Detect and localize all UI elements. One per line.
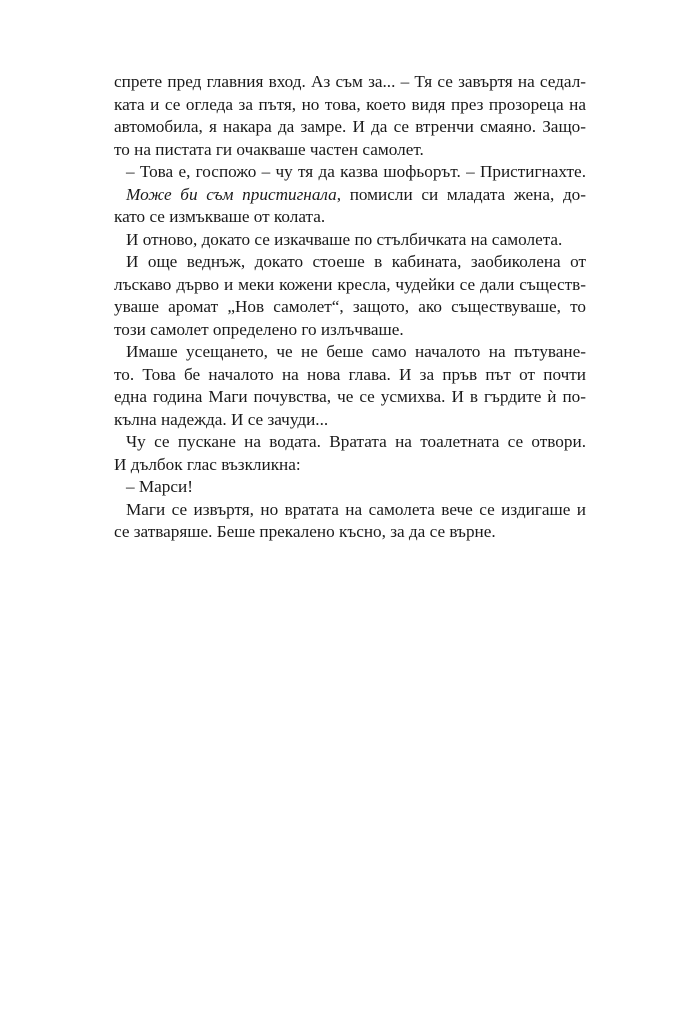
text-line: – Това е, госпожо – чу тя да казва шофьорът. – Пристигнахте.	[126, 162, 586, 181]
text-line: И отново, докато се изкачваше по стълбичката на самолета.	[126, 229, 563, 249]
text-line: то. Това бе началото на нова глава. И за пръв път от почти	[114, 364, 586, 384]
body-text	[114, 71, 586, 544]
text-line: И още веднъж, докато стоеше в кабината, заобиколена от	[126, 252, 586, 271]
text-line: лъскаво дърво и меки кожени кресла, чудейки се дали съществ-	[114, 274, 586, 294]
text-line: този самолет определено го излъчваше.	[114, 319, 404, 339]
text-line: Маги се извъртя, но вратата на самолета вече се издигаше и	[126, 499, 586, 519]
italic-phrase: Може би съм пристигнала	[126, 184, 337, 204]
text-line: ката и се огледа за пътя, но това, което видя през прозореца на	[114, 94, 586, 114]
text-line: автомобила, я накара да замре. И да се втренчи смаяно. Защо-	[114, 117, 586, 136]
text-line: уваше аромат „Нов самолет“, защото, ако съществуваше, то	[114, 297, 586, 316]
text-line: една година Маги почувства, че се усмихва. И в гърдите ѝ по-	[114, 387, 586, 406]
text-line: като се измъкваше от колата.	[114, 207, 326, 226]
text-line: кълна надежда. И се зачуди...	[114, 409, 329, 429]
text-line: спрете пред главния вход. Аз съм за... – Тя се завъртя на седал-	[114, 72, 586, 91]
text-line: Може би съм пристигнала, помисли си младата жена, до-	[126, 184, 587, 204]
text-line: се затваряше. Беше прекалено късно, за да се върне.	[114, 522, 496, 541]
text-line: – Марси!	[126, 477, 193, 496]
text-line: Чу се пускане на водата. Вратата на тоалетната се отвори.	[126, 432, 586, 451]
text-line: Имаше усещането, че не беше само началото на пътуване-	[126, 342, 586, 361]
text-line: И дълбок глас възкликна:	[114, 454, 301, 474]
text-line: то на пистата ги очакваше частен самолет.	[114, 139, 424, 159]
